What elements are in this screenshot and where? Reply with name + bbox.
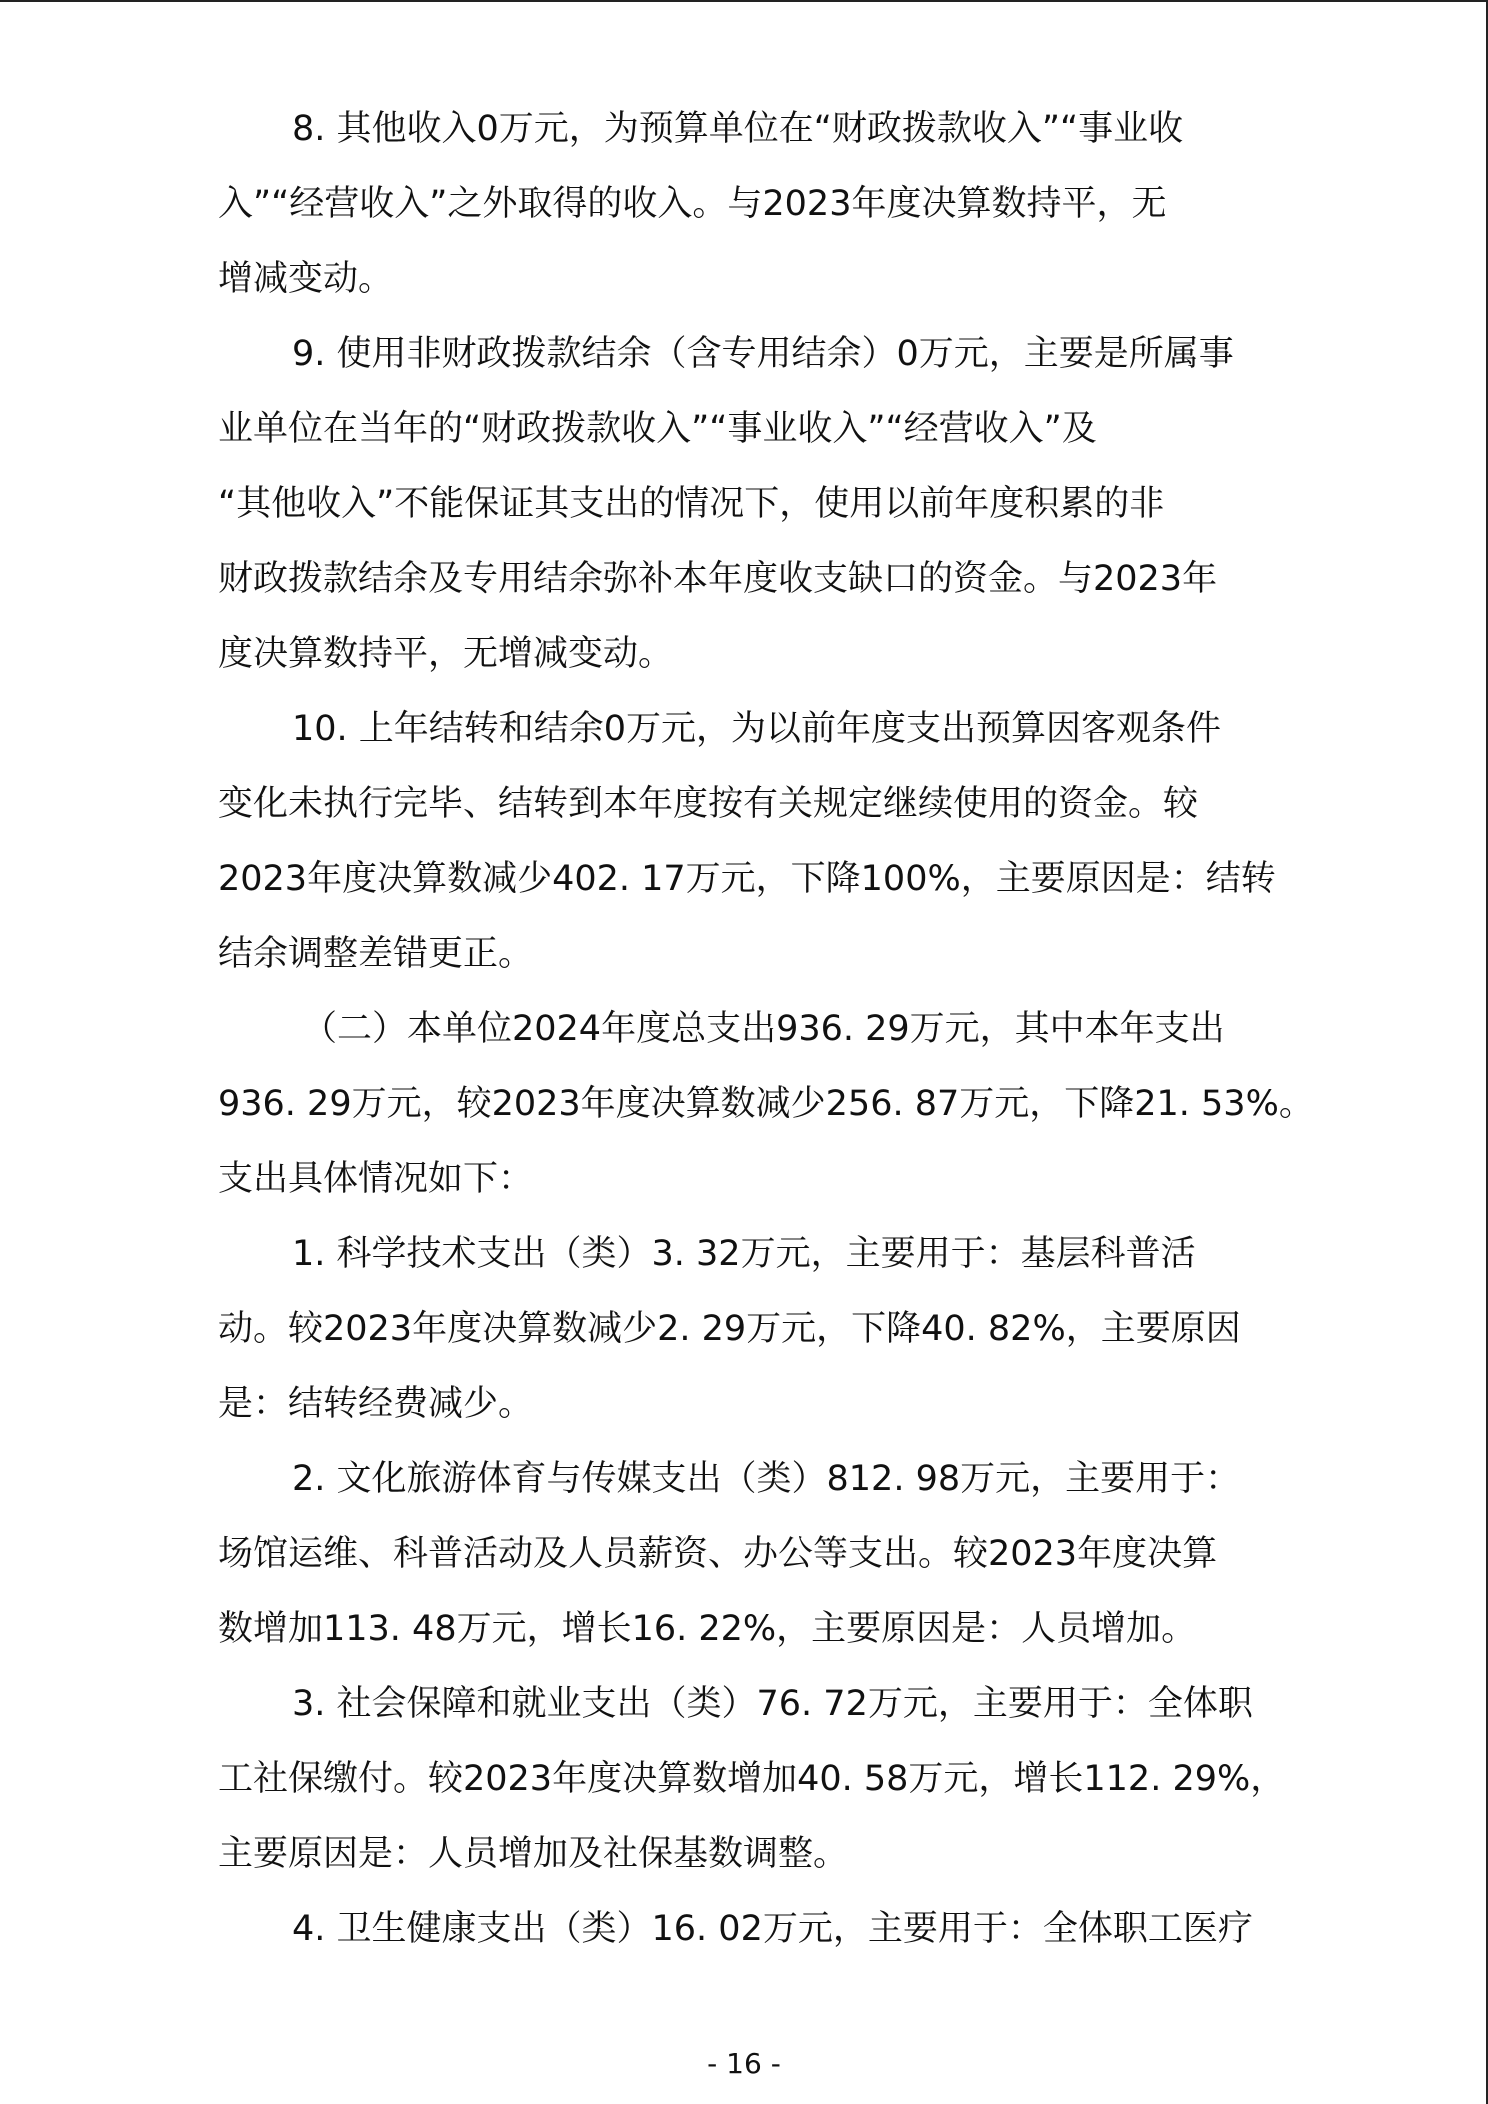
text-line: 变化未执行完毕、结转到本年度按有关规定继续使用的资金。较	[218, 784, 1199, 824]
text-line: “其他收入”不能保证其支出的情况下，使用以前年度积累的非	[218, 484, 1165, 524]
text-line: 支出具体情况如下：	[218, 1159, 534, 1199]
text-line: 8. 其他收入0万元，为预算单位在“财政拨款收入”“事业收	[292, 109, 1184, 149]
paragraph-health	[218, 1892, 1288, 1967]
text-line: 度决算数持平，无增减变动。	[218, 634, 674, 674]
text-line: 1. 科学技术支出（类）3. 32万元，主要用于：基层科普活	[292, 1234, 1196, 1274]
text-line: 动。较2023年度决算数减少2. 29万元，下降40. 82%，主要原因	[218, 1309, 1241, 1349]
text-line: 增减变动。	[218, 259, 394, 299]
page-border-top	[0, 0, 1488, 2]
text-line: 2. 文化旅游体育与传媒支出（类）812. 98万元，主要用于：	[292, 1459, 1241, 1499]
paragraph-total-expenditure	[218, 992, 1314, 1217]
text-line: 业单位在当年的“财政拨款收入”“事业收入”“经营收入”及	[218, 409, 1097, 449]
paragraph-culture-tourism	[218, 1442, 1288, 1667]
text-line: 936. 29万元，较2023年度决算数减少256. 87万元，下降21. 53%。	[218, 1084, 1314, 1124]
text-line: 2023年度决算数减少402. 17万元，下降100%，主要原因是：结转	[218, 859, 1276, 899]
paragraph-social-security	[218, 1667, 1288, 1892]
paragraph-non-fiscal-balance	[218, 317, 1288, 692]
text-line: 结余调整差错更正。	[218, 934, 534, 974]
text-line: （二）本单位2024年度总支出936. 29万元，其中本年支出	[302, 1009, 1225, 1049]
document-body	[218, 92, 1314, 1967]
text-line: 主要原因是：人员增加及社保基数调整。	[218, 1834, 849, 1874]
text-line: 4. 卫生健康支出（类）16. 02万元，主要用于：全体职工医疗	[292, 1909, 1253, 1949]
page-number: - 16 -	[707, 2047, 781, 2080]
text-line: 场馆运维、科普活动及人员薪资、办公等支出。较2023年度决算	[218, 1534, 1218, 1574]
text-line: 数增加113. 48万元，增长16. 22%，主要原因是：人员增加。	[218, 1609, 1197, 1649]
paragraph-prior-year-carryover	[218, 692, 1288, 992]
paragraph-other-income	[218, 92, 1288, 317]
text-line: 是：结转经费减少。	[218, 1384, 534, 1424]
text-line: 财政拨款结余及专用结余弥补本年度收支缺口的资金。与2023年	[218, 559, 1218, 599]
paragraph-science-technology	[218, 1217, 1288, 1442]
text-line: 入”“经营收入”之外取得的收入。与2023年度决算数持平，无	[218, 184, 1167, 224]
text-line: 3. 社会保障和就业支出（类）76. 72万元，主要用于：全体职	[292, 1684, 1253, 1724]
text-line: 9. 使用非财政拨款结余（含专用结余）0万元，主要是所属事	[292, 334, 1234, 374]
text-line: 工社保缴付。较2023年度决算数增加40. 58万元，增长112. 29%，	[218, 1759, 1286, 1799]
text-line: 10. 上年结转和结余0万元，为以前年度支出预算因客观条件	[292, 709, 1222, 749]
